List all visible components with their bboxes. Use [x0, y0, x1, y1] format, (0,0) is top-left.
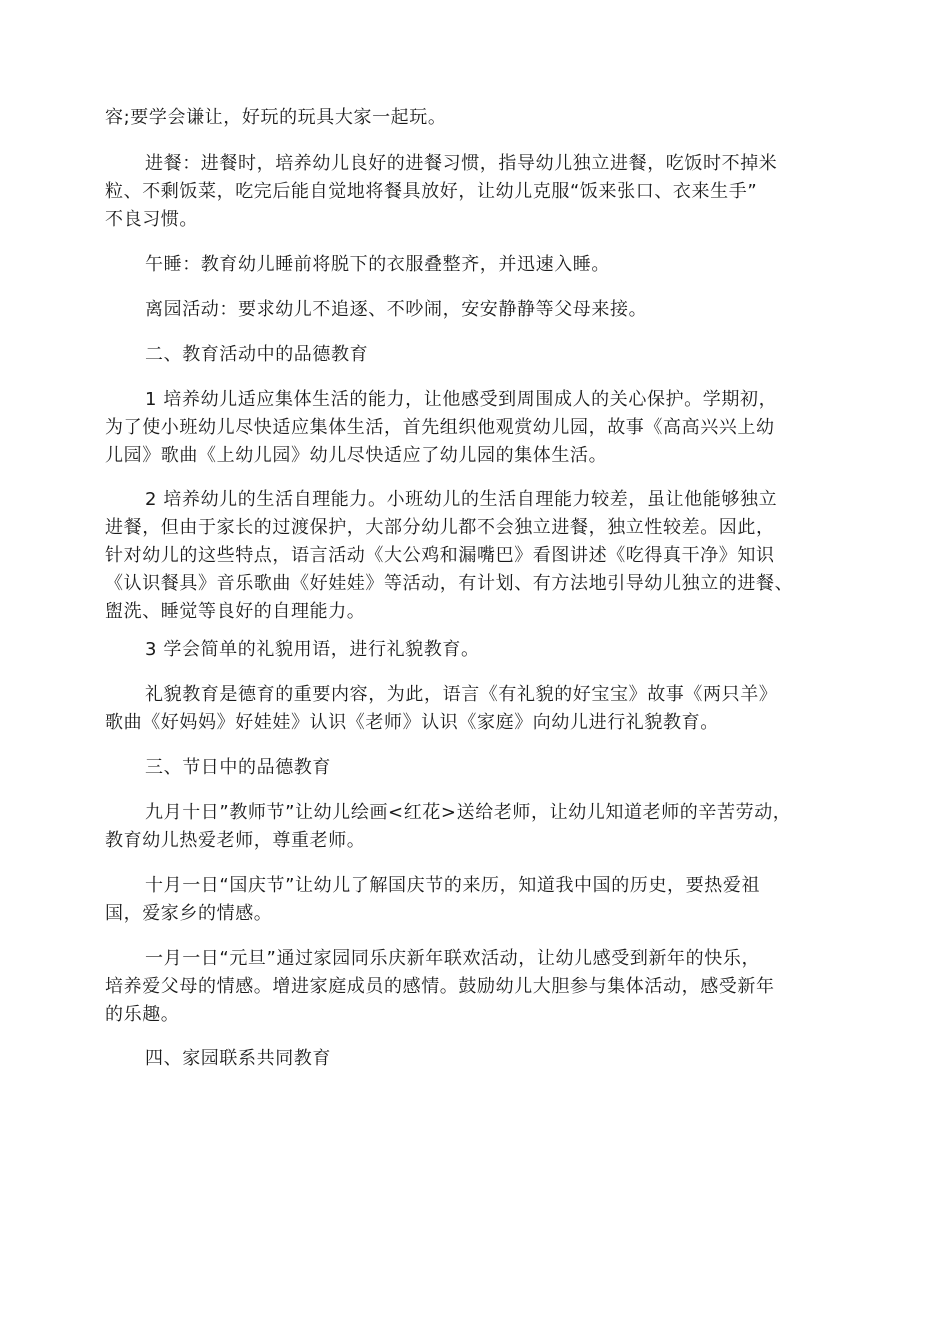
- paragraph-teachers-day: [105, 799, 855, 855]
- text-line: 2 培养幼儿的生活自理能力。小班幼儿的生活自理能力较差，虽让他能够独立: [145, 489, 778, 510]
- text-line: 三、节日中的品德教育: [145, 757, 331, 778]
- text-line: 《认识餐具》音乐歌曲《好娃娃》等活动，有计划、有方法地引导幼儿独立的进餐、: [105, 573, 794, 594]
- paragraph-item-2: [105, 486, 855, 626]
- text-line: 的乐趣。: [105, 1004, 180, 1025]
- text-line: 盥洗、睡觉等良好的自理能力。: [105, 601, 366, 622]
- text-line: 1 培养幼儿适应集体生活的能力，让他感受到周围成人的关心保护。学期初，: [145, 389, 778, 410]
- text-line: 进餐：进餐时，培养幼儿良好的进餐习惯，指导幼儿独立进餐，吃饭时不掉米: [145, 153, 778, 174]
- section-heading-2: [105, 341, 855, 369]
- text-line: 进餐，但由于家长的过渡保护，大部分幼儿都不会独立进餐，独立性较差。因此，: [105, 517, 775, 538]
- text-line: 3 学会简单的礼貌用语，进行礼貌教育。: [145, 639, 480, 660]
- paragraph-nap-time: [105, 251, 855, 279]
- text-line: 粒、不剩饭菜，吃完后能自觉地将餐具放好，让幼儿克服“饭来张口、衣来生手”: [105, 181, 758, 202]
- text-line: 礼貌教育是德育的重要内容，为此，语言《有礼貌的好宝宝》故事《两只羊》: [145, 684, 778, 705]
- text-line: 为了使小班幼儿尽快适应集体生活，首先组织他观赏幼儿园，故事《高高兴兴上幼: [105, 417, 775, 438]
- text-line: 歌曲《好妈妈》好娃娃》认识《老师》认识《家庭》向幼儿进行礼貌教育。: [105, 712, 719, 733]
- text-line: 教育幼儿热爱老师，尊重老师。: [105, 830, 366, 851]
- section-heading-4: [105, 1045, 855, 1073]
- text-line: 午睡：教育幼儿睡前将脱下的衣服叠整齐，并迅速入睡。: [145, 254, 610, 275]
- paragraph-item-1: [105, 386, 855, 470]
- text-line: 不良习惯。: [105, 209, 198, 230]
- section-heading-3: [105, 754, 855, 782]
- text-line: 十月一日“国庆节”让幼儿了解国庆节的来历，知道我中国的历史，要热爱祖: [145, 875, 761, 896]
- text-line: 国，爱家乡的情感。: [105, 903, 273, 924]
- text-line: 容;要学会谦让，好玩的玩具大家一起玩。: [105, 107, 447, 128]
- text-line: 九月十日”教师节”让幼儿绘画<红花>送给老师，让幼儿知道老师的辛苦劳动，: [145, 802, 792, 823]
- paragraph-new-year: [105, 945, 855, 1029]
- text-line: 针对幼儿的这些特点，语言活动《大公鸡和漏嘴巴》看图讲述《吃得真干净》知识: [105, 545, 775, 566]
- text-line: 四、家园联系共同教育: [145, 1048, 331, 1069]
- paragraph-sharing-toys: [105, 104, 855, 132]
- paragraph-leaving-activity: [105, 296, 855, 324]
- paragraph-meal-time: [105, 150, 855, 234]
- paragraph-national-day: [105, 872, 855, 928]
- paragraph-courtesy-education: [105, 681, 855, 737]
- text-line: 离园活动：要求幼儿不追逐、不吵闹，安安静静等父母来接。: [145, 299, 648, 320]
- text-line: 二、教育活动中的品德教育: [145, 344, 369, 365]
- text-line: 儿园》歌曲《上幼儿园》幼儿尽快适应了幼儿园的集体生活。: [105, 445, 608, 466]
- paragraph-item-3: [105, 636, 855, 664]
- text-line: 一月一日“元旦”通过家园同乐庆新年联欢活动，让幼儿感受到新年的快乐，: [145, 948, 761, 969]
- text-line: 培养爱父母的情感。增进家庭成员的感情。鼓励幼儿大胆参与集体活动，感受新年: [105, 976, 775, 997]
